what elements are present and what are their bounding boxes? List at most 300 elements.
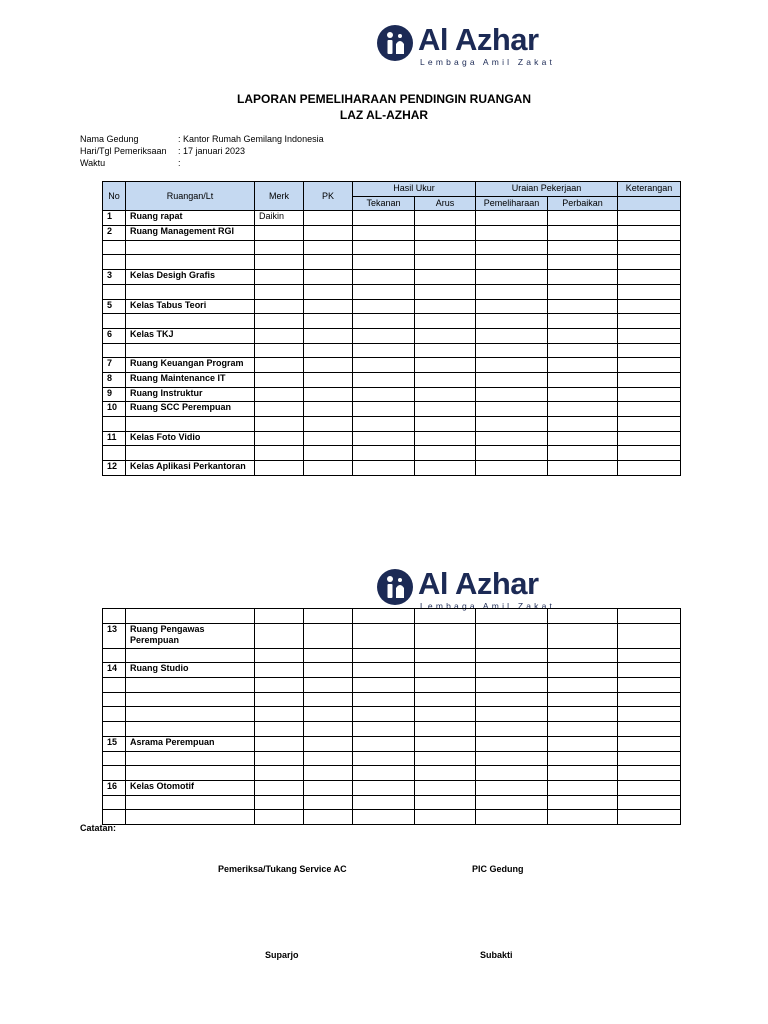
row-merk [255,358,304,373]
row-room [126,609,255,624]
row-number [103,343,126,358]
table-row [103,623,681,648]
info-value: : [178,158,181,168]
table-row [103,707,681,722]
row-tekanan [353,623,415,648]
row-room: Asrama Perempuan [126,736,255,751]
table-row [103,372,681,387]
row-number: 15 [103,736,126,751]
row-keterangan [618,707,681,722]
row-keterangan [618,314,681,329]
row-pk [304,417,353,432]
table-row [103,284,681,299]
row-perbaikan [548,446,618,461]
row-arus [415,722,476,737]
row-keterangan [618,417,681,432]
table-row [103,446,681,461]
row-room: Ruang rapat [126,211,255,226]
row-pemeliharaan [476,328,548,343]
row-arus [415,707,476,722]
row-arus [415,692,476,707]
row-room: Ruang Keuangan Program [126,358,255,373]
row-perbaikan [548,299,618,314]
row-number [103,692,126,707]
row-tekanan [353,766,415,781]
header-pemeliharaan: Pemeliharaan [476,196,548,211]
table-row [103,736,681,751]
row-pk [304,795,353,810]
row-number: 5 [103,299,126,314]
row-merk [255,461,304,476]
row-room: Kelas TKJ [126,328,255,343]
row-arus [415,810,476,825]
row-tekanan [353,780,415,795]
row-tekanan [353,736,415,751]
table-row [103,358,681,373]
row-room: Kelas Desigh Grafis [126,270,255,285]
row-pk [304,678,353,693]
info-row-building [80,134,324,144]
info-row-time [80,158,181,168]
row-arus [415,255,476,270]
report-title: LAPORAN PEMELIHARAAN PENDINGIN RUANGAN [236,92,531,106]
row-keterangan [618,810,681,825]
row-room [126,240,255,255]
row-pemeliharaan [476,736,548,751]
row-keterangan [618,343,681,358]
row-number: 7 [103,358,126,373]
row-pk [304,299,353,314]
row-perbaikan [548,240,618,255]
table-row [103,255,681,270]
row-number: 13 [103,623,126,648]
row-pk [304,284,353,299]
info-row-date [80,146,245,156]
table-row [103,402,681,417]
row-room: Kelas Tabus Teori [126,299,255,314]
row-number: 2 [103,226,126,241]
row-perbaikan [548,678,618,693]
header-keterangan-sub [618,196,681,211]
table-row [103,328,681,343]
row-pk [304,446,353,461]
table-row [103,795,681,810]
row-pemeliharaan [476,810,548,825]
row-perbaikan [548,623,618,648]
row-keterangan [618,270,681,285]
row-number [103,314,126,329]
header-merk: Merk [255,182,304,211]
row-number [103,678,126,693]
row-perbaikan [548,766,618,781]
table-row [103,692,681,707]
inspector-role: Pemeriksa/Tukang Service AC [218,864,347,874]
row-pemeliharaan [476,240,548,255]
row-perbaikan [548,314,618,329]
row-keterangan [618,372,681,387]
row-number [103,446,126,461]
row-pk [304,766,353,781]
row-tekanan [353,663,415,678]
row-tekanan [353,795,415,810]
row-perbaikan [548,461,618,476]
row-number: 6 [103,328,126,343]
row-keterangan [618,255,681,270]
row-pemeliharaan [476,211,548,226]
row-perbaikan [548,255,618,270]
row-number [103,648,126,663]
row-pk [304,387,353,402]
row-keterangan [618,795,681,810]
table-row [103,751,681,766]
row-keterangan [618,722,681,737]
row-tekanan [353,328,415,343]
row-pemeliharaan [476,722,548,737]
row-arus [415,211,476,226]
row-room: Ruang Pengawas Perempuan [126,623,255,648]
row-pemeliharaan [476,284,548,299]
row-pemeliharaan [476,766,548,781]
row-perbaikan [548,707,618,722]
table-row [103,722,681,737]
row-arus [415,387,476,402]
table-row [103,299,681,314]
row-arus [415,461,476,476]
table-row [103,678,681,693]
row-number [103,417,126,432]
row-room [126,810,255,825]
inspector-name: Suparjo [265,950,299,960]
row-pemeliharaan [476,663,548,678]
row-number: 8 [103,372,126,387]
row-number [103,766,126,781]
row-merk [255,751,304,766]
row-number [103,707,126,722]
row-arus [415,736,476,751]
row-arus [415,314,476,329]
info-label: Hari/Tgl Pemeriksaan [80,146,167,156]
brand-logo [376,24,555,67]
row-merk [255,446,304,461]
row-room: Ruang Management RGI [126,226,255,241]
row-tekanan [353,372,415,387]
row-arus [415,446,476,461]
row-tekanan [353,358,415,373]
row-pk [304,240,353,255]
row-number [103,255,126,270]
table-row [103,609,681,624]
row-merk [255,284,304,299]
row-pemeliharaan [476,226,548,241]
info-value: : Kantor Rumah Gemilang Indonesia [178,134,324,144]
row-merk [255,417,304,432]
header-room: Ruangan/Lt [126,182,255,211]
table-row [103,461,681,476]
header-perbaikan: Perbaikan [548,196,618,211]
row-keterangan [618,358,681,373]
row-number: 12 [103,461,126,476]
row-tekanan [353,299,415,314]
row-pk [304,402,353,417]
row-merk [255,226,304,241]
row-number [103,240,126,255]
row-merk [255,314,304,329]
row-pk [304,431,353,446]
row-room [126,314,255,329]
row-pk [304,751,353,766]
row-keterangan [618,387,681,402]
header-tekanan: Tekanan [353,196,415,211]
row-perbaikan [548,211,618,226]
row-tekanan [353,751,415,766]
pic-role: PIC Gedung [472,864,524,874]
row-number [103,795,126,810]
row-keterangan [618,226,681,241]
row-arus [415,270,476,285]
row-keterangan [618,211,681,226]
row-number: 16 [103,780,126,795]
row-pk [304,609,353,624]
row-merk [255,328,304,343]
row-pk [304,780,353,795]
row-pk [304,736,353,751]
row-pemeliharaan [476,446,548,461]
row-number [103,722,126,737]
row-perbaikan [548,431,618,446]
row-perbaikan [548,780,618,795]
row-arus [415,372,476,387]
row-room [126,417,255,432]
row-tekanan [353,270,415,285]
row-tekanan [353,678,415,693]
row-pemeliharaan [476,623,548,648]
row-keterangan [618,328,681,343]
row-keterangan [618,623,681,648]
info-value: : 17 januari 2023 [178,146,246,156]
row-pk [304,226,353,241]
row-pemeliharaan [476,372,548,387]
row-pemeliharaan [476,299,548,314]
row-number [103,609,126,624]
row-merk [255,255,304,270]
row-pk [304,648,353,663]
header-no: No [103,182,126,211]
row-perbaikan [548,722,618,737]
brand-name: Al Azhar [418,22,539,57]
row-arus [415,358,476,373]
brand-tagline: Lembaga Amil Zakat [420,57,556,67]
row-room [126,795,255,810]
row-merk [255,810,304,825]
row-room: Ruang SCC Perempuan [126,402,255,417]
row-room [126,343,255,358]
row-pemeliharaan [476,358,548,373]
info-label: Nama Gedung [80,134,139,144]
row-pk [304,623,353,648]
row-number: 1 [103,211,126,226]
row-pemeliharaan [476,692,548,707]
row-keterangan [618,240,681,255]
table-row [103,648,681,663]
row-pk [304,328,353,343]
row-tekanan [353,692,415,707]
row-arus [415,663,476,678]
row-tekanan [353,810,415,825]
row-keterangan [618,751,681,766]
row-perbaikan [548,692,618,707]
row-merk [255,299,304,314]
row-arus [415,328,476,343]
row-room [126,446,255,461]
row-pemeliharaan [476,402,548,417]
header-arus: Arus [415,196,476,211]
row-perbaikan [548,284,618,299]
row-tekanan [353,446,415,461]
row-tekanan [353,314,415,329]
row-perbaikan [548,328,618,343]
row-keterangan [618,461,681,476]
row-pemeliharaan [476,314,548,329]
row-tekanan [353,707,415,722]
row-arus [415,431,476,446]
pic-name: Subakti [480,950,513,960]
row-room: Ruang Instruktur [126,387,255,402]
row-arus [415,623,476,648]
row-pemeliharaan [476,431,548,446]
row-pk [304,372,353,387]
row-merk [255,387,304,402]
row-keterangan [618,692,681,707]
row-pk [304,707,353,722]
row-number: 3 [103,270,126,285]
row-arus [415,795,476,810]
row-pemeliharaan [476,387,548,402]
report-subtitle: LAZ AL-AZHAR [339,108,429,122]
row-merk [255,707,304,722]
row-tekanan [353,722,415,737]
row-pk [304,461,353,476]
row-pk [304,663,353,678]
row-room: Kelas Foto Vidio [126,431,255,446]
table-row [103,240,681,255]
row-room [126,678,255,693]
row-merk [255,372,304,387]
row-keterangan [618,663,681,678]
table-row [103,810,681,825]
header-pk: PK [304,182,353,211]
table-row [103,780,681,795]
row-keterangan [618,648,681,663]
table-row [103,766,681,781]
row-pemeliharaan [476,707,548,722]
row-pk [304,314,353,329]
row-perbaikan [548,358,618,373]
row-tekanan [353,461,415,476]
row-merk [255,780,304,795]
row-pk [304,255,353,270]
row-room [126,648,255,663]
row-pemeliharaan [476,609,548,624]
row-tekanan [353,284,415,299]
row-number: 14 [103,663,126,678]
row-number: 9 [103,387,126,402]
row-room [126,692,255,707]
row-arus [415,417,476,432]
row-pemeliharaan [476,751,548,766]
row-perbaikan [548,372,618,387]
row-arus [415,402,476,417]
row-keterangan [618,299,681,314]
row-merk: Daikin [255,211,304,226]
row-arus [415,678,476,693]
table-row [103,226,681,241]
table-row [103,314,681,329]
row-keterangan [618,678,681,693]
row-tekanan [353,211,415,226]
row-pemeliharaan [476,461,548,476]
row-number: 11 [103,431,126,446]
header-hasil-ukur: Hasil Ukur [353,182,476,197]
row-perbaikan [548,609,618,624]
table-row [103,431,681,446]
row-merk [255,402,304,417]
row-keterangan [618,284,681,299]
row-pemeliharaan [476,255,548,270]
row-arus [415,299,476,314]
row-room [126,722,255,737]
row-number: 10 [103,402,126,417]
row-arus [415,343,476,358]
row-tekanan [353,648,415,663]
maintenance-table [102,181,681,476]
row-tekanan [353,240,415,255]
row-room: Ruang Maintenance IT [126,372,255,387]
row-keterangan [618,736,681,751]
row-merk [255,343,304,358]
row-arus [415,226,476,241]
row-merk [255,270,304,285]
row-arus [415,284,476,299]
row-tekanan [353,417,415,432]
row-keterangan [618,446,681,461]
row-arus [415,751,476,766]
row-perbaikan [548,343,618,358]
row-merk [255,678,304,693]
brand-name: Al Azhar [418,566,539,601]
row-pk [304,810,353,825]
row-keterangan [618,431,681,446]
row-pemeliharaan [476,648,548,663]
row-tekanan [353,387,415,402]
row-keterangan [618,609,681,624]
table-row [103,270,681,285]
row-perbaikan [548,736,618,751]
row-number [103,284,126,299]
row-perbaikan [548,751,618,766]
row-tekanan [353,402,415,417]
row-merk [255,766,304,781]
row-perbaikan [548,795,618,810]
table-row [103,417,681,432]
row-merk [255,722,304,737]
row-room [126,284,255,299]
brand-tagline: Lembaga Amil Zakat [420,601,556,611]
row-pemeliharaan [476,795,548,810]
row-merk [255,692,304,707]
row-pk [304,722,353,737]
row-merk [255,431,304,446]
row-merk [255,648,304,663]
